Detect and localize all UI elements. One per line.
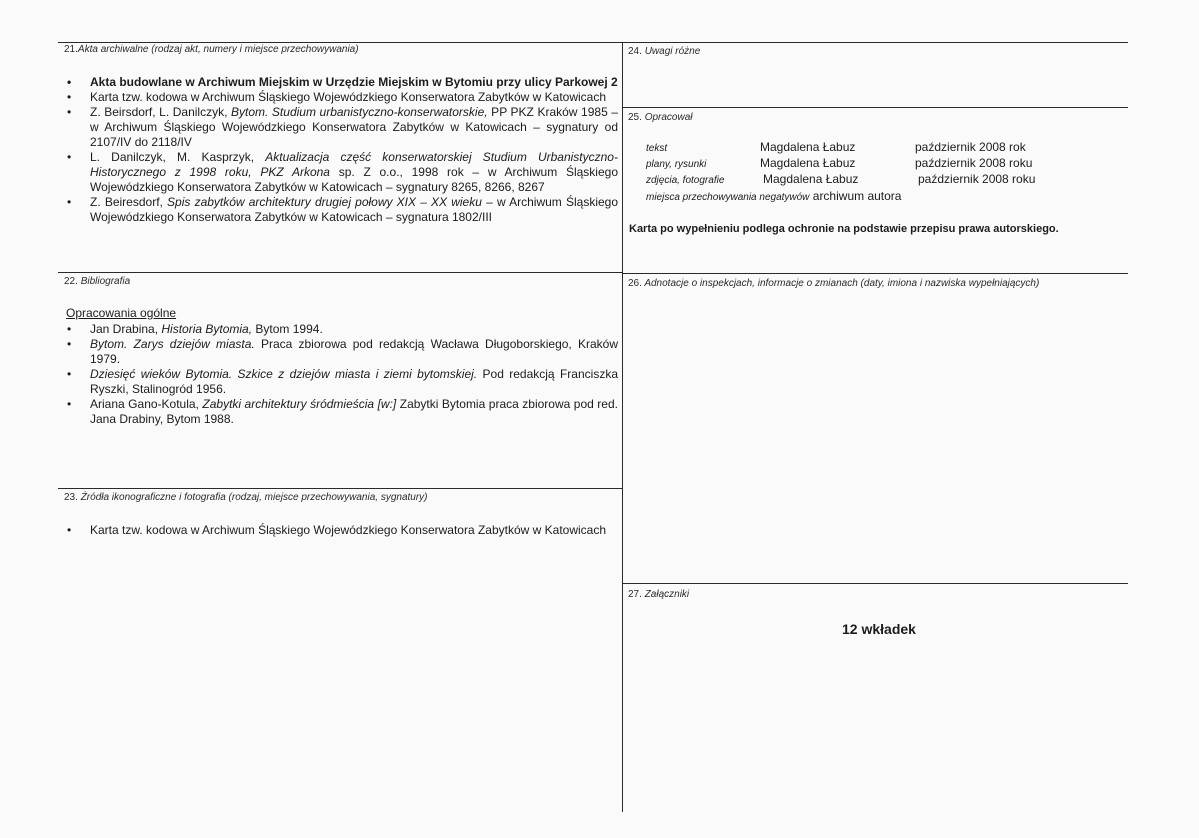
section-21-header <box>64 44 359 55</box>
iconography-list <box>61 523 618 538</box>
divider-21-22 <box>58 272 622 273</box>
section-22-title: Bibliografia <box>80 276 131 287</box>
archive-list <box>61 75 618 225</box>
bibliography-subheading: Opracowania ogólne <box>66 306 177 320</box>
list-item: • Ariana Gano-Kotula, Zabytki architektury śródmieścia [w:] Zabytki Bytomia praca zbiorowa pod red. Jana Drabiny, Bytom 1988. <box>61 397 618 427</box>
section-21-number: 21. <box>64 44 78 55</box>
list-item: • Jan Drabina, Historia Bytomia, Bytom 1994. <box>61 322 618 337</box>
section-21-content <box>61 75 618 225</box>
section-23-title: Źródła ikonograficzne i fotografia (rodzaj, miejsce przechowywania, sygnatury) <box>80 492 428 503</box>
divider-24-25 <box>622 107 1128 108</box>
section-25-number: 25. <box>628 112 642 123</box>
divider-26-27 <box>622 583 1128 584</box>
divider-25-26 <box>622 273 1128 274</box>
list-item: • L. Danilczyk, M. Kasprzyk, Aktualizacja część konserwatorskiej Studium Urbanistyczno-Historycznego z 1998 roku, PKZ Arkona sp. Z o.o., 1998 rok – w Archiwum Śląskiego Wojewódzkiego Konserwatora Zabytków w Katowicach – sygnatury 8265, 8266, 8267 <box>61 150 618 195</box>
section-25-title: Opracował <box>644 112 693 123</box>
list-item: • Z. Beiresdorf, Spis zabytków architektury drugiej połowy XIX – XX wieku – w Archiwum Śląskiego Wojewódzkiego Konserwatora Zabytków w Katowicach – sygnatura 1802/III <box>61 195 618 225</box>
credit-date: październik 2008 roku <box>915 156 1033 170</box>
list-item: • Dziesięć wieków Bytomia. Szkice z dziejów miasta i ziemi bytomskiej. Pod redakcją Franciszka Ryszki, Stalinogród 1956. <box>61 367 618 397</box>
credit-name: Magdalena Łabuz <box>763 172 859 186</box>
top-border <box>58 42 1128 43</box>
section-21-title: Akta archiwalne (rodzaj akt, numery i miejsce przechowywania) <box>77 44 359 55</box>
section-25-header <box>628 112 693 123</box>
storage-value: archiwum autora <box>812 189 902 203</box>
list-item: • Karta tzw. kodowa w Archiwum Śląskiego Wojewódzkiego Konserwatora Zabytków w Katowicach <box>61 523 618 538</box>
credit-name: Magdalena Łabuz <box>760 156 856 170</box>
section-23-number: 23. <box>64 492 78 503</box>
list-item: • Z. Beirsdorf, L. Danilczyk, Bytom. Studium urbanistyczno-konserwatorskie, PP PKZ Kraków 1985 – w Archiwum Śląskiego Wojewódzkiego Konserwatora Zabytków w Katowicach – sygnatury od 2107/IV do 2118/IV <box>61 105 618 150</box>
section-26-number: 26. <box>628 278 642 289</box>
section-23-content <box>61 523 618 538</box>
copyright-note: Karta po wypełnieniu podlega ochronie na podstawie przepisu prawa autorskiego. <box>629 223 1059 235</box>
section-26-title: Adnotacje o inspekcjach, informacje o zmianach (daty, imiona i nazwiska wypełniających) <box>644 278 1040 289</box>
list-item: • Karta tzw. kodowa w Archiwum Śląskiego Wojewódzkiego Konserwatora Zabytków w Katowicach <box>61 90 618 105</box>
center-divider <box>622 42 623 812</box>
section-23-header <box>64 492 428 503</box>
credit-name: Magdalena Łabuz <box>760 140 856 154</box>
section-22-header <box>64 276 130 287</box>
credit-date: październik 2008 roku <box>918 172 1036 186</box>
section-24-header <box>628 46 700 57</box>
credit-date: październik 2008 rok <box>915 140 1026 154</box>
section-24-title: Uwagi różne <box>644 46 701 57</box>
bibliography-list <box>61 322 618 427</box>
section-22-number: 22. <box>64 276 78 287</box>
credit-role: zdjęcia, fotografie <box>646 175 725 186</box>
storage-label: miejsca przechowywania negatywów <box>646 192 810 203</box>
credit-role: tekst <box>646 143 668 154</box>
divider-22-23 <box>58 488 622 489</box>
negatives-storage <box>646 188 901 206</box>
list-item: • Bytom. Zarys dziejów miasta. Praca zbiorowa pod redakcją Wacława Długoborskiego, Kraków 1979. <box>61 337 618 367</box>
section-27-header <box>628 589 689 600</box>
section-22-content <box>61 306 618 427</box>
section-27-number: 27. <box>628 589 642 600</box>
attachments-count: 12 wkładek <box>842 621 916 637</box>
list-item: • Akta budowlane w Archiwum Miejskim w Urzędzie Miejskim w Bytomiu przy ulicy Parkowej 2 <box>61 75 618 90</box>
section-24-number: 24. <box>628 46 642 57</box>
section-27-title: Załączniki <box>644 589 690 600</box>
credit-role: plany, rysunki <box>646 159 707 170</box>
credit-row <box>646 171 724 189</box>
section-26-header <box>628 278 1039 289</box>
